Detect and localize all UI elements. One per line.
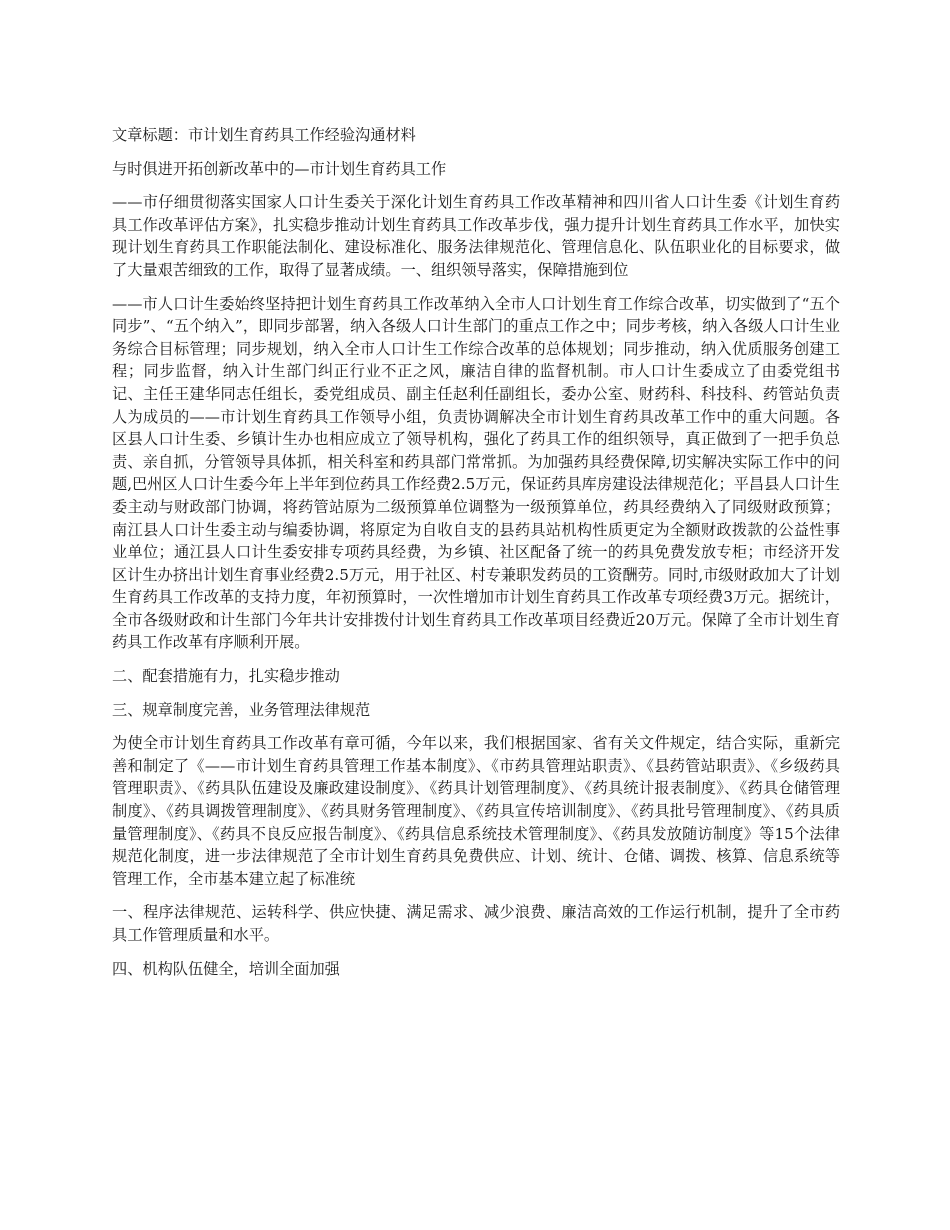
section-heading-2: 二、配套措施有力，扎实稳步推动	[112, 667, 340, 686]
paragraph-organization: ——市人口计生委始终坚持把计划生育药具工作改革纳入全市人口计划生育工作综合改革，切实做到了“五个同步”、“五个纳入”，即同步部署，纳入各级人口计生部门的重点工作之中；同步考核，纳入各级人口计生业务综合目标管理；同步规划，纳入全市人口计生工作综合改革的总体规划；同步推动，纳入优质服务创建工程；同步监督，纳入计生部门纠正行业不正之风，廉洁自律的监督机制。市人口计生委成立了由委党组书记、主任王建华同志任组长，委党组成员、副主任赵利任副组长，委办公室、财药科、科技科、药管站负责人为成员的——市计划生育药具工作领导小组，负责协调解决全市计划生育药具改革工作中的重大问题。各区县人口计生委、乡镇计生办也相应成立了领导机构，强化了药具工作的组织领导，真正做到了一把手负总责、亲自抓，分管领导具体抓，相关科室和药具部门常常抓。为加强药具经费保障,切实解决实际工作中的问题,巴州区人口计生委今年上半年到位药具工作经费2.5万元，保证药具库房建设法律规范化；平昌县人口计生委主动与财政部门协调，将药管站原为二级预算单位调整为一级预算单位，药具经费纳入了同级财政预算；南江县人口计生委主动与编委协调，将原定为自收自支的县药具站机构性质更定为全额财政拨款的公益性事业单位；通江县人口计生委安排专项药具经费，为乡镇、社区配备了统一的药具免费发放专柜；市经济开发区计生办挤出计划生育事业经费2.5万元，用于社区、村专兼职发药员的工资酬劳。同时,市级财政加大了计划生育药具工作改革的支持力度，年初预算时，一次性增加市计划生育药具工作改革专项经费3万元。据统计，全市各级财政和计生部门今年共计安排拨付计划生育药具工作改革项目经费近20万元。保障了全市计划生育药具工作改革有序顺利开展。	[112, 294, 840, 652]
paragraph-intro: ——市仔细贯彻落实国家人口计生委关于深化计划生育药具工作改革精神和四川省人口计生委《计划生育药具工作改革评估方案》，扎实稳步推动计划生育药具工作改革步伐，强力提升计划生育药具工作水平，加快实现计划生育药具工作职能法制化、建设标准化、服务法律规范化、管理信息化、队伍职业化的目标要求，做了大量艰苦细致的工作，取得了显著成绩。一、组织领导落实，保障措施到位	[112, 193, 840, 279]
article-subtitle: 与时俱进开拓创新改革中的—市计划生育药具工作	[112, 159, 447, 178]
document-body	[112, 124, 840, 991]
section-heading-3: 三、规章制度完善，业务管理法律规范	[112, 700, 371, 719]
article-title: 文章标题：市计划生育药具工作经验沟通材料	[112, 126, 416, 144]
section-heading-4: 四、机构队伍健全，培训全面加强	[112, 959, 340, 978]
paragraph-mechanism: 一、程序法律规范、运转科学、供应快捷、满足需求、减少浪费、廉洁高效的工作运行机制，提升了全市药具工作管理质量和水平。	[112, 903, 840, 944]
paragraph-regulations: 为使全市计划生育药具工作改革有章可循，今年以来，我们根据国家、省有关文件规定，结合实际，重新完善和制定了《——市计划生育药具管理工作基本制度》、《市药具管理站职责》、《县药管站职责》、《乡级药具管理职责》、《药具队伍建设及廉政建设制度》、《药具计划管理制度》、《药具统计报表制度》、《药具仓储管理制度》、《药具调拨管理制度》、《药具财务管理制度》、《药具宣传培训制度》、《药具批号管理制度》、《药具质量管理制度》、《药具不良反应报告制度》、《药具信息系统技术管理制度》、《药具发放随访制度》等15个法律规范化制度，进一步法律规范了全市计划生育药具免费供应、计划、统计、仓储、调拨、核算、信息系统等管理工作，全市基本建立起了标准统	[112, 734, 840, 888]
